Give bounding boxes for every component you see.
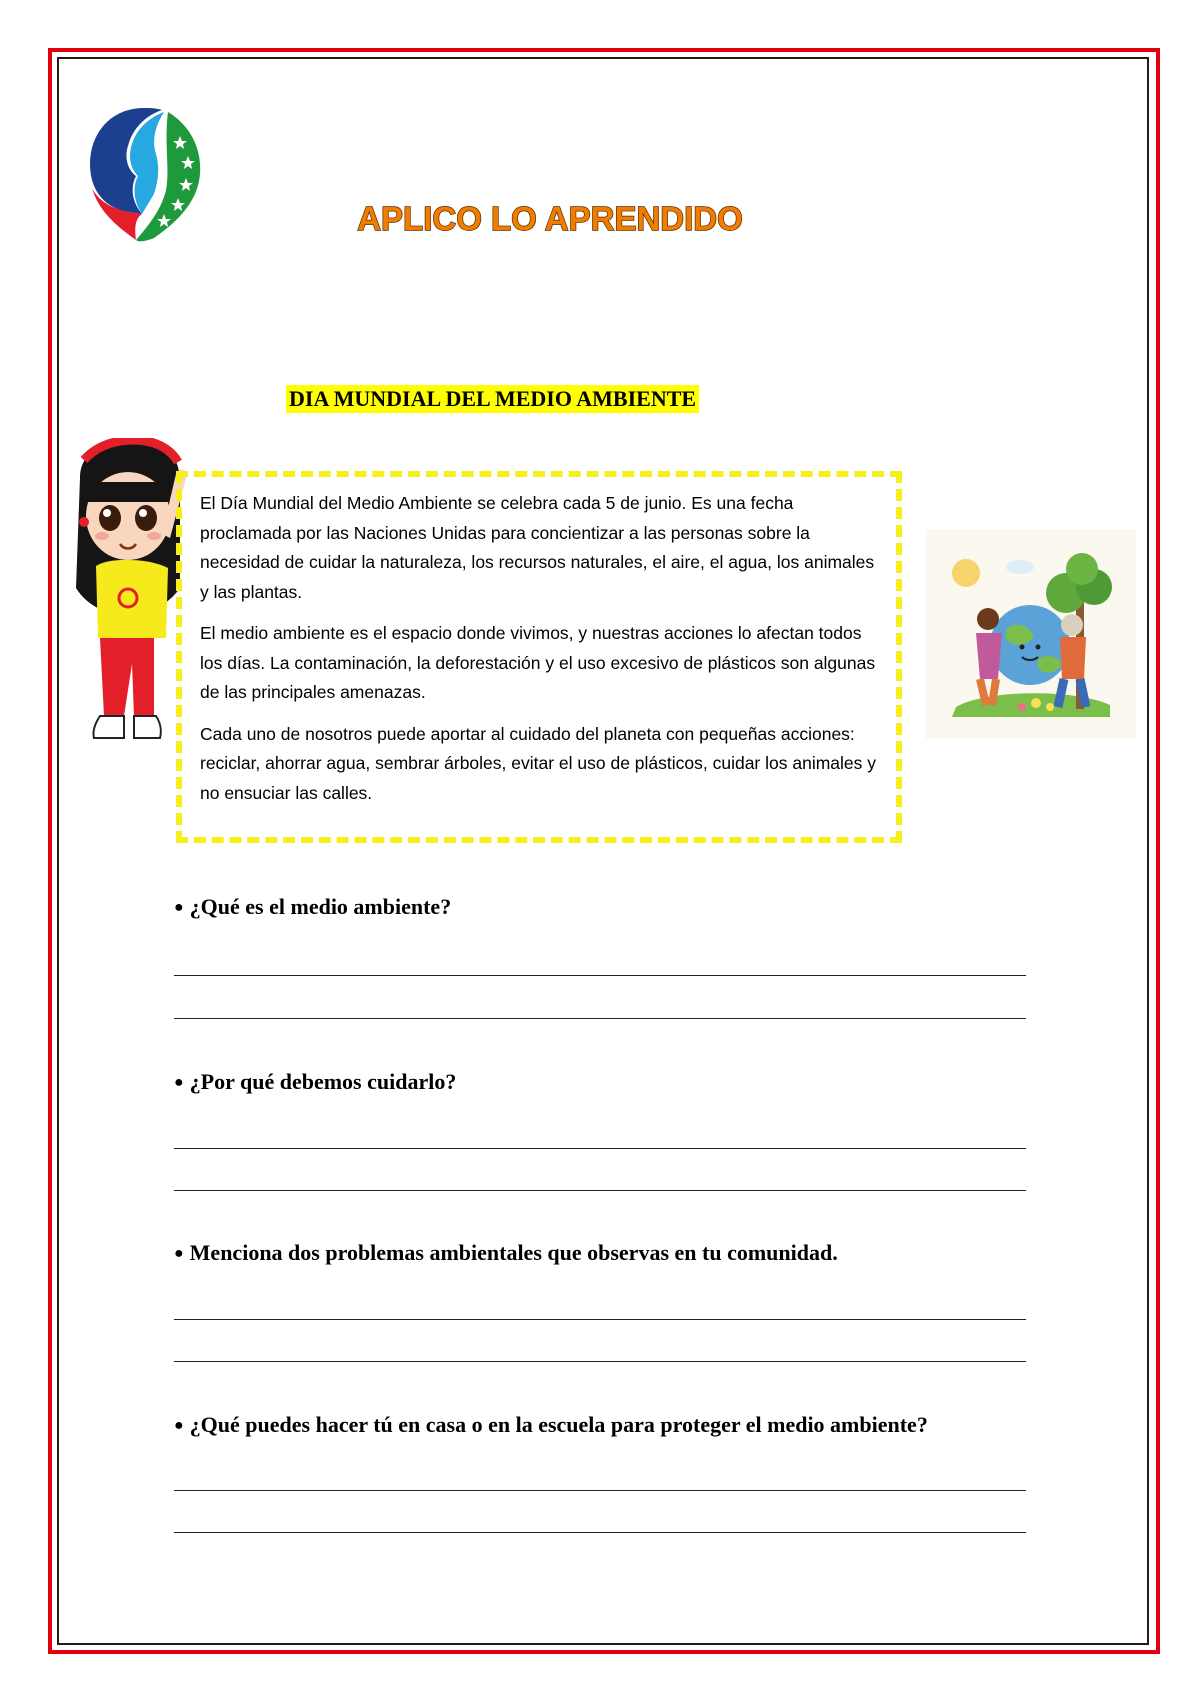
page-title-text: APLICO LO APRENDIDO xyxy=(357,200,743,237)
question-4 xyxy=(174,1411,928,1442)
info-paragraph: El Día Mundial del Medio Ambiente se celebra cada 5 de junio. Es una fecha proclamada por las Naciones Unidas para concientizar a las personas sobre la necesidad de cuidar la naturaleza, los recursos naturales, el aire, el agua, los animales y las plantas. xyxy=(200,493,875,602)
earth-children-illustration-icon xyxy=(926,529,1136,739)
girl-character-icon xyxy=(62,438,192,748)
info-box xyxy=(176,471,902,843)
answer-line[interactable] xyxy=(174,1490,1026,1491)
institution-logo-icon xyxy=(84,102,212,244)
bullet-icon: ● xyxy=(174,1417,184,1434)
question-1 xyxy=(174,893,451,924)
answer-line[interactable] xyxy=(174,1532,1026,1533)
question-3 xyxy=(174,1239,838,1270)
bullet-icon: ● xyxy=(174,899,184,916)
question-text: Menciona dos problemas ambientales que observas en tu comunidad. xyxy=(189,1240,838,1265)
page-title xyxy=(340,196,760,246)
question-text: ¿Qué puedes hacer tú en casa o en la escuela para proteger el medio ambiente? xyxy=(189,1412,928,1437)
question-text: ¿Qué es el medio ambiente? xyxy=(189,894,452,919)
info-paragraph: El medio ambiente es el espacio donde vivimos, y nuestras acciones lo afectan todos los días. La contaminación, la deforestación y el uso excesivo de plásticos son algunas de las principales amenazas. xyxy=(200,623,876,702)
section-subtitle: DIA MUNDIAL DEL MEDIO AMBIENTE xyxy=(286,385,699,413)
answer-line[interactable] xyxy=(174,1148,1026,1149)
answer-line[interactable] xyxy=(174,1319,1026,1320)
question-2 xyxy=(174,1068,456,1099)
answer-line[interactable] xyxy=(174,1361,1026,1362)
info-paragraph: Cada uno de nosotros puede aportar al cuidado del planeta con pequeñas acciones: reciclar, ahorrar agua, sembrar árboles, evitar el uso de plásticos, cuidar los animales y no ensuciar las calles. xyxy=(200,723,877,803)
answer-line[interactable] xyxy=(174,1190,1026,1191)
question-text: ¿Por qué debemos cuidarlo? xyxy=(189,1069,457,1094)
bullet-icon: ● xyxy=(174,1074,184,1091)
answer-line[interactable] xyxy=(174,975,1026,976)
bullet-icon: ● xyxy=(174,1245,184,1262)
answer-line[interactable] xyxy=(174,1018,1026,1019)
page-frame-inner xyxy=(57,57,1149,1645)
